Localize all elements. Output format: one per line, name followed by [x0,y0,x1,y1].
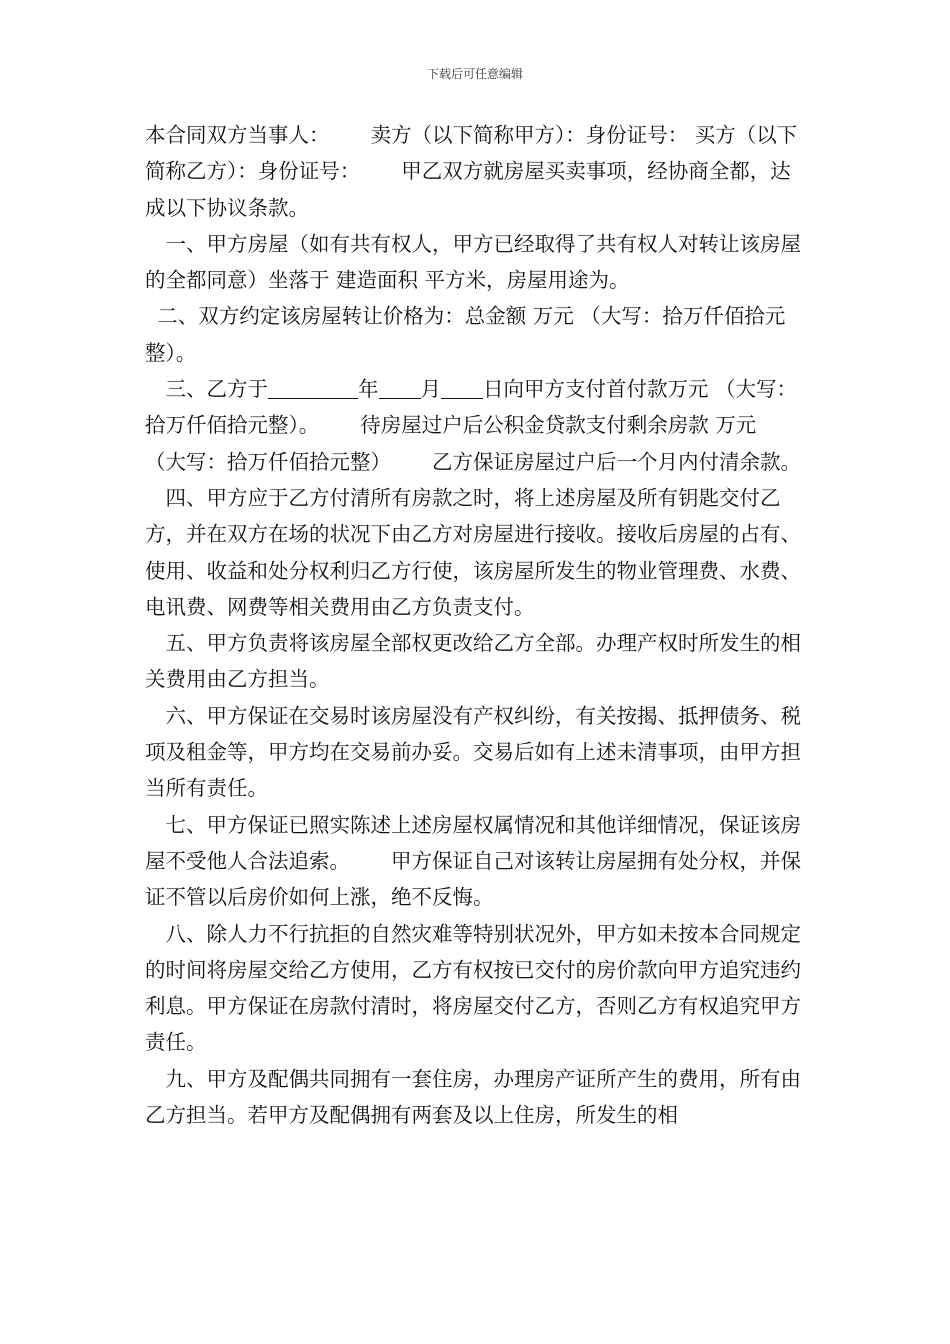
clause-7 [145,807,810,916]
clause-3-year: 年 [358,377,379,402]
clause-8: 八、除人力不行抗拒的自然灾难等特别状况外，甲方如未按本合同规定的时间将房屋交给乙方使用，乙方有权按已交付的房价款向甲方追究违约利息。甲方保证在房款付清时，将房屋交付乙方，否则乙方有权追究甲方责任。 [145,921,801,1055]
clause-2: 二、双方约定该房屋转让价格为：总金额 万元 （大写：拾万仟佰拾元整）。 [145,304,786,365]
clause-7-part-a: 七、甲方保证已照实陈述上述房屋权属情况和其他详细情况，保证该房屋不受他人合法追索。 [145,812,801,873]
clause-3-month: 月 [420,377,441,402]
clause-3-guarantee: 乙方保证房屋过户后一个月内付清余款。 [432,449,801,474]
seller-label: 卖方（以下简称甲方）： [370,123,586,147]
seller-id-label: 身份证号： [585,123,689,147]
day-blank [441,378,483,400]
clause-3-loan-caps: （大写：拾万仟佰拾元整） [145,449,391,474]
clause-1: 一、甲方房屋（如有共有权人，甲方已经取得了共有权人对转让该房屋的全都同意）坐落于 建造面积 平方米，房屋用途为。 [145,231,801,293]
clause-9: 九、甲方及配偶共同拥有一套住房，办理房产证所产生的费用，所有由乙方担当。若甲方及配偶拥有两套及以上住房，所发生的相 [145,1066,801,1128]
contract-body [145,117,810,1133]
month-blank [379,378,421,400]
buyer-id-label: 身份证号： [257,159,361,184]
agreement-text: 甲乙双方就房屋买卖事项，经协商全都，达成以下协议条款。 [145,159,791,220]
clause-3 [145,371,810,480]
page-header: 下载后可任意编辑 [426,67,523,81]
clause-7-part-b: 甲方保证自己对该转让房屋拥有处分权，并保证不管以后房价如何上涨，绝不反悔。 [145,848,801,910]
clause-3-prefix: 三、乙方于 [165,377,268,402]
clause-4: 四、甲方应于乙方付清所有房款之时，将上述房屋及所有钥匙交付乙方，并在双方在场的状况下由乙方对房屋进行接收。接收后房屋的占有、使用、收益和处分权利归乙方行使，该房屋所发生的物业管理费、水费、电讯费、网费等相关费用由乙方负责支付。 [145,485,801,619]
clause-3-rest: 日向甲方支付首付款万元 （大写：拾万仟佰拾元整）。 [145,377,798,438]
clause-3-loan: 待房屋过户后公积金贷款支付剩余房款 万元 [360,413,757,438]
parties-label: 本合同双方当事人： [145,123,330,147]
clause-6: 六、甲方保证在交易时该房屋没有产权纠纷，有关按揭、抵押债务、税项及租金等，甲方均在交易前办妥。交易后如有上述未清事项，由甲方担当所有责任。 [145,703,801,801]
clause-5: 五、甲方负责将该房屋全部权更改给乙方全部。办理产权时所发生的相关费用由乙方担当。 [145,631,801,692]
contract-intro [145,117,810,226]
year-blank [268,378,358,400]
buyer-label: 买方（以下简称乙方）： [145,123,798,184]
